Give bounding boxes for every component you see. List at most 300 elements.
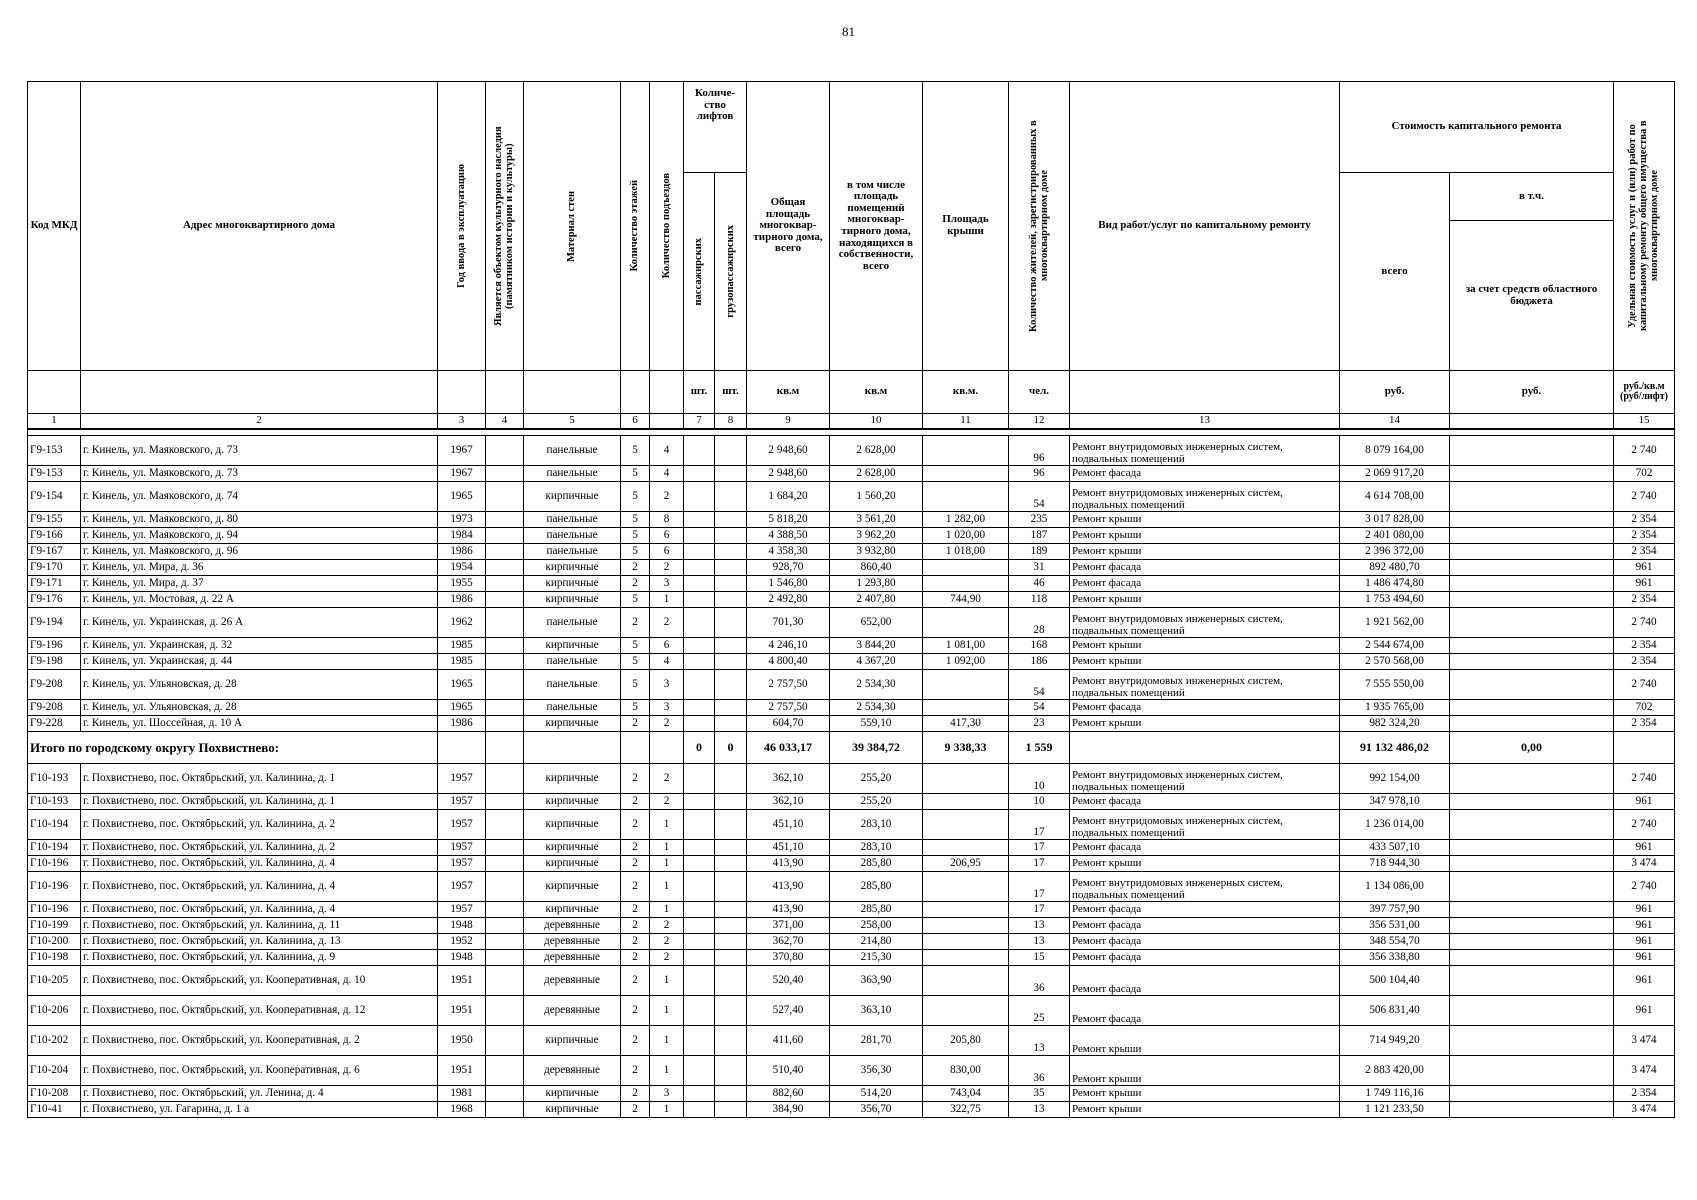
cell-lifts-passenger bbox=[684, 1056, 715, 1086]
table-row bbox=[28, 918, 1675, 934]
cell-entrances: 3 bbox=[650, 576, 684, 592]
cell-walls: кирпичные bbox=[524, 872, 621, 902]
cell-address: г. Похвистнево, пос. Октябрьский, ул. Калинина, д. 2 bbox=[81, 840, 438, 856]
cell-walls: панельные bbox=[524, 700, 621, 716]
cell-year: 1955 bbox=[438, 576, 486, 592]
cell-heritage bbox=[486, 996, 524, 1026]
cell-unit-cost: 961 bbox=[1614, 576, 1675, 592]
cell-cost-regional bbox=[1450, 560, 1614, 576]
cell-area-owned: 283,10 bbox=[830, 810, 923, 840]
table-row bbox=[28, 902, 1675, 918]
table-row bbox=[28, 466, 1675, 482]
cell-lifts-cargo bbox=[715, 918, 747, 934]
cell-lifts-cargo bbox=[715, 966, 747, 996]
cell-lifts-cargo bbox=[715, 700, 747, 716]
cell-entrances: 2 bbox=[650, 794, 684, 810]
unit-area-owned: кв.м bbox=[830, 371, 923, 414]
cell-unit-cost: 961 bbox=[1614, 934, 1675, 950]
cell-roof-area bbox=[923, 966, 1009, 996]
cell-year: 1957 bbox=[438, 872, 486, 902]
cell-entrances: 1 bbox=[650, 996, 684, 1026]
cell-work-type: Ремонт внутридомовых инженерных систем, подвальных помещений bbox=[1070, 872, 1340, 902]
cell-lifts-cargo bbox=[715, 482, 747, 512]
cell-walls: панельные bbox=[524, 670, 621, 700]
cell-area-owned: 559,10 bbox=[830, 716, 923, 732]
cell-entrances: 1 bbox=[650, 1102, 684, 1118]
cell-floors: 5 bbox=[621, 592, 650, 608]
cell-code: Г10-208 bbox=[28, 1086, 81, 1102]
cell-entrances: 1 bbox=[650, 810, 684, 840]
cell-entrances: 3 bbox=[650, 700, 684, 716]
cell-floors: 2 bbox=[621, 810, 650, 840]
cell-cost-total: 2 883 420,00 bbox=[1340, 1056, 1450, 1086]
cell-roof-area bbox=[923, 996, 1009, 1026]
cell-cost-regional bbox=[1450, 966, 1614, 996]
cell-roof-area: 830,00 bbox=[923, 1056, 1009, 1086]
cell-heritage bbox=[486, 700, 524, 716]
cell-unit-cost: 3 474 bbox=[1614, 856, 1675, 872]
cell-cost-total: 347 978,10 bbox=[1340, 794, 1450, 810]
cell-lifts-passenger bbox=[684, 482, 715, 512]
cell-unit-cost: 2 740 bbox=[1614, 872, 1675, 902]
cell-lifts-passenger bbox=[684, 638, 715, 654]
cell-area-total: 5 818,20 bbox=[747, 512, 830, 528]
cell-residents: 189 bbox=[1009, 544, 1070, 560]
cell-unit-cost: 961 bbox=[1614, 966, 1675, 996]
cell-lifts-cargo bbox=[715, 996, 747, 1026]
cell-lifts-passenger bbox=[684, 592, 715, 608]
cell-empty bbox=[486, 732, 524, 764]
page-number: 81 bbox=[842, 24, 855, 39]
cell-code: Г10-205 bbox=[28, 966, 81, 996]
cell-cost-total: 992 154,00 bbox=[1340, 764, 1450, 794]
cell-area-total: 451,10 bbox=[747, 840, 830, 856]
cell-heritage bbox=[486, 560, 524, 576]
cell-work-type: Ремонт фасада bbox=[1070, 700, 1340, 716]
table-row bbox=[28, 700, 1675, 716]
cell-area-owned: 2 534,30 bbox=[830, 700, 923, 716]
cell-empty bbox=[1070, 732, 1340, 764]
cell-code: Г10-196 bbox=[28, 872, 81, 902]
cell-walls: кирпичные bbox=[524, 856, 621, 872]
cell-area-total: 413,90 bbox=[747, 856, 830, 872]
cell-residents: 23 bbox=[1009, 716, 1070, 732]
cell-area-total: 2 757,50 bbox=[747, 670, 830, 700]
cell-area-total: 4 388,50 bbox=[747, 528, 830, 544]
cell-floors: 2 bbox=[621, 1086, 650, 1102]
cell-heritage bbox=[486, 902, 524, 918]
cell-code: Г10-204 bbox=[28, 1056, 81, 1086]
cell-area-total: 370,80 bbox=[747, 950, 830, 966]
cell-residents: 168 bbox=[1009, 638, 1070, 654]
cell-unit-cost: 2 354 bbox=[1614, 528, 1675, 544]
total-label: Итого по городскому округу Похвистнево: bbox=[28, 732, 438, 764]
cell-code: Г10-193 bbox=[28, 764, 81, 794]
cell-lifts-cargo bbox=[715, 576, 747, 592]
cell-address: г. Похвистнево, пос. Октябрьский, ул. Калинина, д. 4 bbox=[81, 902, 438, 918]
unit-area-total: кв.м bbox=[747, 371, 830, 414]
cell-entrances: 2 bbox=[650, 716, 684, 732]
cell-work-type: Ремонт фасада bbox=[1070, 466, 1340, 482]
cell-entrances: 4 bbox=[650, 466, 684, 482]
cell-cost-regional bbox=[1450, 592, 1614, 608]
table-row bbox=[28, 996, 1675, 1026]
cell-floors: 2 bbox=[621, 794, 650, 810]
total-cost-regional: 0,00 bbox=[1450, 732, 1614, 764]
cell-area-owned: 258,00 bbox=[830, 918, 923, 934]
cell-floors: 2 bbox=[621, 918, 650, 934]
cell-residents: 46 bbox=[1009, 576, 1070, 592]
cell-heritage bbox=[486, 934, 524, 950]
cell-residents: 13 bbox=[1009, 1026, 1070, 1056]
cell-heritage bbox=[486, 436, 524, 466]
cell-unit-cost: 2 740 bbox=[1614, 436, 1675, 466]
cell-code: Г10-196 bbox=[28, 856, 81, 872]
cell-area-total: 2 948,60 bbox=[747, 436, 830, 466]
cell-area-owned: 283,10 bbox=[830, 840, 923, 856]
cell-entrances: 2 bbox=[650, 950, 684, 966]
cell-work-type: Ремонт фасада bbox=[1070, 576, 1340, 592]
total-residents: 1 559 bbox=[1009, 732, 1070, 764]
table-row bbox=[28, 794, 1675, 810]
cell-area-total: 362,10 bbox=[747, 794, 830, 810]
cell-residents: 17 bbox=[1009, 902, 1070, 918]
cell-code: Г9-153 bbox=[28, 436, 81, 466]
cell-year: 1952 bbox=[438, 934, 486, 950]
cell-walls: панельные bbox=[524, 608, 621, 638]
cell-cost-total: 1 236 014,00 bbox=[1340, 810, 1450, 840]
cell-work-type: Ремонт крыши bbox=[1070, 592, 1340, 608]
cell-cost-total: 7 555 550,00 bbox=[1340, 670, 1450, 700]
cell-code: Г10-202 bbox=[28, 1026, 81, 1056]
cell-work-type: Ремонт внутридомовых инженерных систем, подвальных помещений bbox=[1070, 436, 1340, 466]
cell-residents: 235 bbox=[1009, 512, 1070, 528]
total-cost: 91 132 486,02 bbox=[1340, 732, 1450, 764]
cell-work-type: Ремонт фасада bbox=[1070, 560, 1340, 576]
cell-unit-cost: 961 bbox=[1614, 950, 1675, 966]
cell-area-owned: 215,30 bbox=[830, 950, 923, 966]
cell-walls: деревянные bbox=[524, 996, 621, 1026]
cell-roof-area: 322,75 bbox=[923, 1102, 1009, 1118]
cell-year: 1984 bbox=[438, 528, 486, 544]
cell-code: Г9-208 bbox=[28, 700, 81, 716]
cell-heritage bbox=[486, 810, 524, 840]
header-walls: Материал стен bbox=[524, 82, 621, 371]
cell-lifts-passenger bbox=[684, 466, 715, 482]
cell-area-total: 451,10 bbox=[747, 810, 830, 840]
cell-unit-cost: 702 bbox=[1614, 700, 1675, 716]
cell-heritage bbox=[486, 592, 524, 608]
cell-code: Г10-199 bbox=[28, 918, 81, 934]
cell-year: 1957 bbox=[438, 794, 486, 810]
cell-area-owned: 285,80 bbox=[830, 902, 923, 918]
cell-floors: 2 bbox=[621, 1026, 650, 1056]
table-row bbox=[28, 528, 1675, 544]
cell-area-total: 1 546,80 bbox=[747, 576, 830, 592]
cell-floors: 5 bbox=[621, 700, 650, 716]
table-row bbox=[28, 592, 1675, 608]
table-body-pokhvistnevo-kinel bbox=[28, 436, 1675, 1118]
table-row bbox=[28, 512, 1675, 528]
cell-lifts-passenger bbox=[684, 576, 715, 592]
cell-code: Г10-206 bbox=[28, 996, 81, 1026]
cell-lifts-passenger bbox=[684, 966, 715, 996]
table-row bbox=[28, 1026, 1675, 1056]
cell-roof-area: 744,90 bbox=[923, 592, 1009, 608]
cell-entrances: 3 bbox=[650, 1086, 684, 1102]
cell-work-type: Ремонт крыши bbox=[1070, 1056, 1340, 1086]
cell-area-owned: 363,10 bbox=[830, 996, 923, 1026]
cell-unit-cost: 702 bbox=[1614, 466, 1675, 482]
cell-heritage bbox=[486, 966, 524, 996]
cell-code: Г9-153 bbox=[28, 466, 81, 482]
cell-unit-cost: 2 354 bbox=[1614, 654, 1675, 670]
cell-code: Г10-198 bbox=[28, 950, 81, 966]
cell-cost-total: 356 531,00 bbox=[1340, 918, 1450, 934]
cell-area-owned: 2 534,30 bbox=[830, 670, 923, 700]
cell-heritage bbox=[486, 950, 524, 966]
cell-lifts-passenger bbox=[684, 872, 715, 902]
cell-residents: 118 bbox=[1009, 592, 1070, 608]
cell-cost-regional bbox=[1450, 856, 1614, 872]
cell-cost-total: 506 831,40 bbox=[1340, 996, 1450, 1026]
header-cost-total: всего bbox=[1340, 173, 1450, 371]
cell-lifts-passenger bbox=[684, 528, 715, 544]
cell-cost-regional bbox=[1450, 466, 1614, 482]
cell-lifts-cargo bbox=[715, 466, 747, 482]
cell-cost-total: 2 570 568,00 bbox=[1340, 654, 1450, 670]
cell-lifts-cargo bbox=[715, 512, 747, 528]
cell-area-owned: 281,70 bbox=[830, 1026, 923, 1056]
cell-unit-cost: 961 bbox=[1614, 902, 1675, 918]
cell-walls: кирпичные bbox=[524, 810, 621, 840]
cell-walls: панельные bbox=[524, 528, 621, 544]
cell-roof-area bbox=[923, 934, 1009, 950]
cell-residents: 54 bbox=[1009, 700, 1070, 716]
cell-cost-total: 2 401 080,00 bbox=[1340, 528, 1450, 544]
cell-entrances: 1 bbox=[650, 840, 684, 856]
cell-area-owned: 2 628,00 bbox=[830, 466, 923, 482]
cell-work-type: Ремонт крыши bbox=[1070, 654, 1340, 670]
cell-residents: 186 bbox=[1009, 654, 1070, 670]
cell-code: Г10-193 bbox=[28, 794, 81, 810]
cell-cost-regional bbox=[1450, 700, 1614, 716]
cell-residents: 15 bbox=[1009, 950, 1070, 966]
cell-work-type: Ремонт фасада bbox=[1070, 966, 1340, 996]
cell-area-total: 2 948,60 bbox=[747, 466, 830, 482]
cell-area-total: 4 358,30 bbox=[747, 544, 830, 560]
cell-code: Г10-194 bbox=[28, 840, 81, 856]
cell-walls: кирпичные bbox=[524, 716, 621, 732]
cell-work-type: Ремонт крыши bbox=[1070, 716, 1340, 732]
cell-cost-total: 1 134 086,00 bbox=[1340, 872, 1450, 902]
cell-lifts-passenger bbox=[684, 512, 715, 528]
cell-cost-regional bbox=[1450, 576, 1614, 592]
cell-address: г. Кинель, ул. Маяковского, д. 94 bbox=[81, 528, 438, 544]
cell-cost-total: 982 324,20 bbox=[1340, 716, 1450, 732]
cell-area-total: 1 684,20 bbox=[747, 482, 830, 512]
header-cost: Стоимость капитального ремонта bbox=[1340, 82, 1614, 173]
cell-heritage bbox=[486, 654, 524, 670]
total-area-total: 46 033,17 bbox=[747, 732, 830, 764]
cell-code: Г10-196 bbox=[28, 902, 81, 918]
cell-empty bbox=[524, 732, 621, 764]
cell-unit-cost: 2 740 bbox=[1614, 608, 1675, 638]
cell-area-owned: 285,80 bbox=[830, 856, 923, 872]
cell-address: г. Похвистнево, пос. Октябрьский, ул. Кооперативная, д. 10 bbox=[81, 966, 438, 996]
cell-cost-total: 1 753 494,60 bbox=[1340, 592, 1450, 608]
cell-lifts-cargo bbox=[715, 528, 747, 544]
cell-address: г. Похвистнево, пос. Октябрьский, ул. Калинина, д. 1 bbox=[81, 794, 438, 810]
cell-heritage bbox=[486, 466, 524, 482]
cell-cost-total: 892 480,70 bbox=[1340, 560, 1450, 576]
cell-area-total: 411,60 bbox=[747, 1026, 830, 1056]
cell-address: г. Похвистнево, пос. Октябрьский, ул. Кооперативная, д. 2 bbox=[81, 1026, 438, 1056]
cell-lifts-cargo bbox=[715, 544, 747, 560]
cell-entrances: 1 bbox=[650, 856, 684, 872]
cell-walls: панельные bbox=[524, 512, 621, 528]
cell-unit-cost: 961 bbox=[1614, 840, 1675, 856]
cell-floors: 2 bbox=[621, 966, 650, 996]
cell-residents: 54 bbox=[1009, 482, 1070, 512]
cell-code: Г9-155 bbox=[28, 512, 81, 528]
cell-year: 1985 bbox=[438, 654, 486, 670]
cell-cost-total: 1 486 474,80 bbox=[1340, 576, 1450, 592]
cell-roof-area: 1 020,00 bbox=[923, 528, 1009, 544]
cell-lifts-cargo bbox=[715, 670, 747, 700]
cell-year: 1950 bbox=[438, 1026, 486, 1056]
cell-residents: 35 bbox=[1009, 1086, 1070, 1102]
cell-heritage bbox=[486, 638, 524, 654]
cell-address: г. Кинель, ул. Мира, д. 37 bbox=[81, 576, 438, 592]
cell-lifts-passenger bbox=[684, 716, 715, 732]
cell-heritage bbox=[486, 1056, 524, 1086]
cell-unit-cost: 961 bbox=[1614, 560, 1675, 576]
cell-lifts-cargo bbox=[715, 592, 747, 608]
cell-cost-regional bbox=[1450, 1056, 1614, 1086]
header-roof-area: Площадь крыши bbox=[923, 82, 1009, 371]
cell-address: г. Кинель, ул. Ульяновская, д. 28 bbox=[81, 670, 438, 700]
cell-area-owned: 1 560,20 bbox=[830, 482, 923, 512]
cell-area-total: 882,60 bbox=[747, 1086, 830, 1102]
cell-roof-area: 1 081,00 bbox=[923, 638, 1009, 654]
total-lifts-passenger: 0 bbox=[684, 732, 715, 764]
cell-entrances: 2 bbox=[650, 608, 684, 638]
cell-lifts-passenger bbox=[684, 608, 715, 638]
cell-entrances: 1 bbox=[650, 592, 684, 608]
table-row bbox=[28, 856, 1675, 872]
cell-work-type: Ремонт внутридомовых инженерных систем, подвальных помещений bbox=[1070, 482, 1340, 512]
cell-walls: кирпичные bbox=[524, 560, 621, 576]
cell-code: Г9-166 bbox=[28, 528, 81, 544]
cell-entrances: 1 bbox=[650, 902, 684, 918]
cell-cost-total: 1 935 765,00 bbox=[1340, 700, 1450, 716]
cell-code: Г10-41 bbox=[28, 1102, 81, 1118]
cell-walls: деревянные bbox=[524, 934, 621, 950]
cell-entrances: 4 bbox=[650, 654, 684, 670]
cell-roof-area bbox=[923, 576, 1009, 592]
cell-address: г. Похвистнево, пос. Октябрьский, ул. Кооперативная, д. 12 bbox=[81, 996, 438, 1026]
cell-heritage bbox=[486, 840, 524, 856]
cell-area-owned: 4 367,20 bbox=[830, 654, 923, 670]
cell-address: г. Кинель, ул. Маяковского, д. 73 bbox=[81, 436, 438, 466]
cell-roof-area: 205,80 bbox=[923, 1026, 1009, 1056]
cell-roof-area: 743,04 bbox=[923, 1086, 1009, 1102]
cell-walls: панельные bbox=[524, 466, 621, 482]
cell-area-total: 413,90 bbox=[747, 872, 830, 902]
cell-cost-regional bbox=[1450, 1026, 1614, 1056]
cell-address: г. Похвистнево, пос. Октябрьский, ул. Калинина, д. 9 bbox=[81, 950, 438, 966]
cell-lifts-cargo bbox=[715, 934, 747, 950]
total-area-owned: 39 384,72 bbox=[830, 732, 923, 764]
cell-area-owned: 214,80 bbox=[830, 934, 923, 950]
cell-work-type: Ремонт крыши bbox=[1070, 528, 1340, 544]
cell-address: г. Похвистнево, пос. Октябрьский, ул. Калинина, д. 4 bbox=[81, 856, 438, 872]
cell-unit-cost: 2 740 bbox=[1614, 482, 1675, 512]
cell-lifts-passenger bbox=[684, 996, 715, 1026]
cell-area-total: 527,40 bbox=[747, 996, 830, 1026]
cell-heritage bbox=[486, 544, 524, 560]
cell-lifts-passenger bbox=[684, 794, 715, 810]
cell-unit-cost: 2 740 bbox=[1614, 810, 1675, 840]
cell-area-owned: 3 932,80 bbox=[830, 544, 923, 560]
cell-year: 1951 bbox=[438, 966, 486, 996]
cell-code: Г9-154 bbox=[28, 482, 81, 512]
cell-roof-area: 1 018,00 bbox=[923, 544, 1009, 560]
table-row bbox=[28, 1102, 1675, 1118]
header-cost-incl: в т.ч. bbox=[1450, 173, 1614, 221]
cell-walls: кирпичные bbox=[524, 482, 621, 512]
cell-area-total: 4 800,40 bbox=[747, 654, 830, 670]
cell-year: 1957 bbox=[438, 902, 486, 918]
cell-code: Г9-228 bbox=[28, 716, 81, 732]
cell-entrances: 8 bbox=[650, 512, 684, 528]
cell-roof-area bbox=[923, 950, 1009, 966]
cell-area-owned: 255,20 bbox=[830, 764, 923, 794]
cell-residents: 17 bbox=[1009, 810, 1070, 840]
cell-cost-regional bbox=[1450, 764, 1614, 794]
cell-address: г. Похвистнево, пос. Октябрьский, ул. Калинина, д. 13 bbox=[81, 934, 438, 950]
cell-code: Г10-200 bbox=[28, 934, 81, 950]
cell-roof-area bbox=[923, 794, 1009, 810]
cell-work-type: Ремонт фасада bbox=[1070, 996, 1340, 1026]
cell-lifts-passenger bbox=[684, 654, 715, 670]
cell-address: г. Кинель, ул. Мостовая, д. 22 А bbox=[81, 592, 438, 608]
table-row bbox=[28, 1086, 1675, 1102]
cell-entrances: 1 bbox=[650, 1026, 684, 1056]
cell-area-owned: 860,40 bbox=[830, 560, 923, 576]
cell-cost-regional bbox=[1450, 840, 1614, 856]
cell-code: Г10-194 bbox=[28, 810, 81, 840]
repair-register-table bbox=[27, 81, 1675, 1118]
cell-floors: 5 bbox=[621, 436, 650, 466]
unit-roof-area: кв.м. bbox=[923, 371, 1009, 414]
cell-residents: 28 bbox=[1009, 608, 1070, 638]
cell-floors: 2 bbox=[621, 608, 650, 638]
cell-address: г. Похвистнево, пос. Октябрьский, ул. Калинина, д. 11 bbox=[81, 918, 438, 934]
cell-work-type: Ремонт фасада bbox=[1070, 918, 1340, 934]
cell-unit-cost: 2 740 bbox=[1614, 764, 1675, 794]
cell-entrances: 6 bbox=[650, 638, 684, 654]
cell-roof-area bbox=[923, 482, 1009, 512]
cell-year: 1986 bbox=[438, 716, 486, 732]
cell-work-type: Ремонт фасада bbox=[1070, 950, 1340, 966]
header-lifts-passenger: пассажирских bbox=[684, 173, 715, 371]
cell-year: 1965 bbox=[438, 700, 486, 716]
cell-address: г. Похвистнево, пос. Октябрьский, ул. Ленина, д. 4 bbox=[81, 1086, 438, 1102]
cell-unit-cost: 2 354 bbox=[1614, 1086, 1675, 1102]
cell-lifts-cargo bbox=[715, 436, 747, 466]
